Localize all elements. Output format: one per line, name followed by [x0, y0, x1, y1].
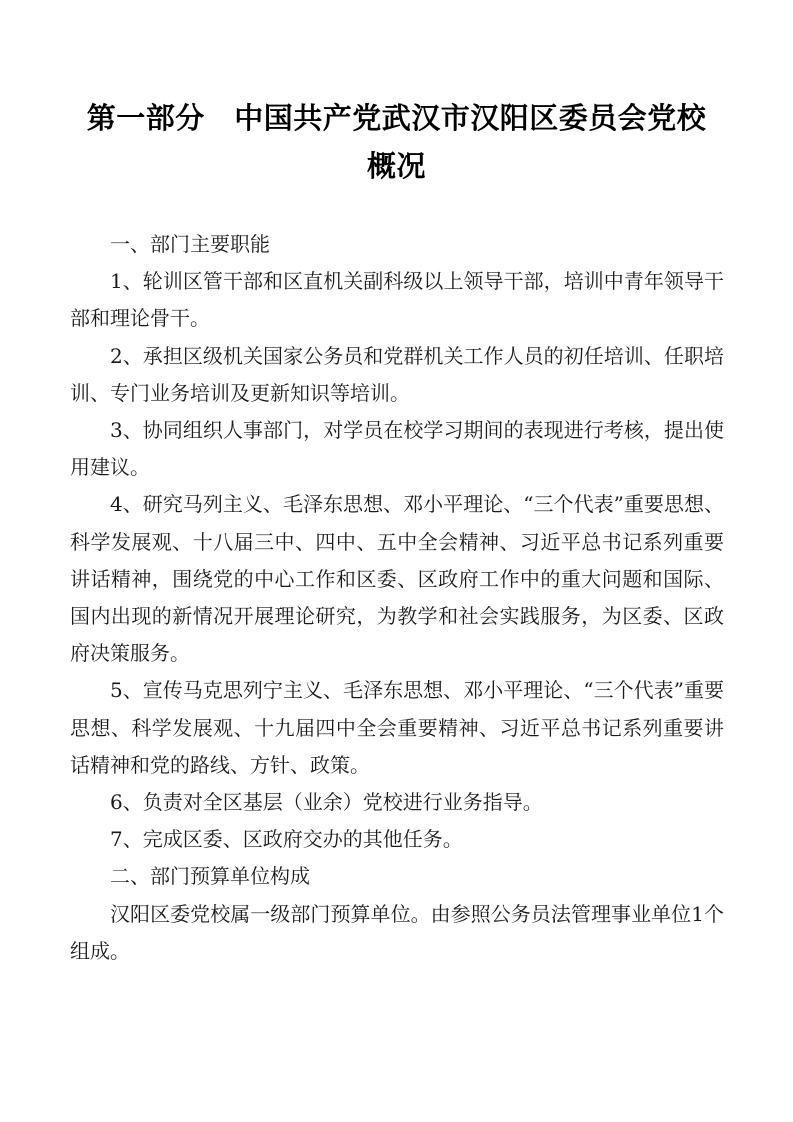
document-body	[70, 226, 724, 970]
function-item-7: 7、完成区委、区政府交办的其他任务。	[110, 827, 463, 852]
composition-paragraph: 汉阳区委党校属一级部门预算单位。由参照公务员法管理事业单位1个组成。	[70, 901, 724, 963]
title-line-1: 第一部分 中国共产党武汉市汉阳区委员会党校	[86, 101, 707, 135]
section-heading-functions: 一、部门主要职能	[110, 232, 270, 256]
function-item-1: 1、轮训区管干部和区直机关副科级以上领导干部，培训中青年领导干部和理论骨干。	[70, 269, 724, 331]
function-item-3: 3、协同组织人事部门，对学员在校学习期间的表现进行考核，提出使用建议。	[70, 418, 724, 480]
function-item-5: 5、宣传马克思列宁主义、毛泽东思想、邓小平理论、“三个代表”重要思想、科学发展观、十九届四中全会重要精神、习近平总书记系列重要讲话精神和党的路线、方针、政策。	[70, 678, 724, 777]
function-item-4: 4、研究马列主义、毛泽东思想、邓小平理论、“三个代表”重要思想、科学发展观、十八届三中、四中、五中全会精神、习近平总书记系列重要讲话精神，围绕党的中心工作和区委、区政府工作中的重大问题和国际、国内出现的新情况开展理论研究，为教学和社会实践服务，为区委、区政府决策服务。	[70, 492, 724, 666]
page-title	[60, 94, 733, 190]
section-heading-composition: 二、部门预算单位构成	[110, 864, 310, 889]
function-item-2: 2、承担区级机关国家公务员和党群机关工作人员的初任培训、任职培训、专门业务培训及更新知识等培训。	[70, 343, 724, 405]
function-item-6: 6、负责对全区基层（业余）党校进行业务指导。	[110, 790, 543, 815]
title-line-2: 概况	[366, 149, 426, 183]
